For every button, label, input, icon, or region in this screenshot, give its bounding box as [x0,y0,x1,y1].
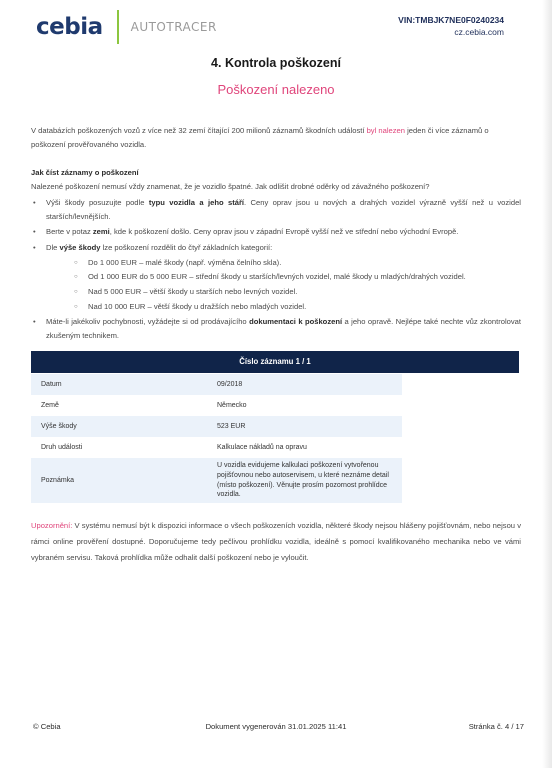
row-value: Německo [217,401,247,409]
warning-paragraph [31,518,521,566]
bullet-bold: zemi [92,227,110,237]
bullet-bold: typu vozidla a jeho stáří [148,198,245,207]
row-value: U vozidla evidujeme kalkulaci poškození vytvořenou pojišťovnou nebo autoservisem, u které neznáme detail (místo poškození). Věnujte prosím pozornost prohlídce vozidla. [217,462,389,499]
row-label: Datum [41,381,62,388]
row-label: Poznámka [41,477,75,484]
bullet-bold: dokumentaci k poškození [249,317,343,327]
howto-list [31,196,521,344]
category-item: ○ Od 1 000 EUR do 5 000 EUR – střední škody u starších/levných vozidel, malé škody u mladých/drahých vozidel. [46,270,521,285]
category-item: ○ Nad 5 000 EUR – větší škody u starších nebo levných vozidel. [46,285,521,300]
category-item: ○ Do 1 000 EUR – malé škody (např. výměna čelního skla). [46,256,521,271]
bullet-text: . Ceny oprav jsou u nových a drahých vozidel výrazně vyšší než u vozidel starších/levnějších. [46,198,521,222]
section-subtitle: Poškození nalezeno [217,82,335,97]
logo-separator [117,10,119,44]
intro-text-1: V databázích poškozených vozů z více než 32 zemí čítající 200 milionů záznamů škodních událostí [31,126,367,135]
bullet-text: Berte v potaz [46,227,93,237]
bullet-text: Výši škody posuzujte podle [46,198,149,207]
site-link[interactable]: cz.cebia.com [454,27,504,37]
row-value: 09/2018 [217,380,243,388]
footer-generated: Dokument vygenerován 31.01.2025 11:41 [205,722,347,731]
howto-heading: Jak číst záznamy o poškození [31,168,139,177]
list-item [31,225,521,239]
damage-categories [46,256,521,314]
row-label: Druh události [41,444,83,451]
intro-highlight: byl nalezen [366,126,405,135]
category-item: ○ Nad 10 000 EUR – větší škody u dražších nebo mladých vozidel. [46,300,521,315]
page-edge-shadow [542,0,552,768]
table-row [31,395,402,416]
row-value: Kalkulace nákladů na opravu [217,443,307,451]
list-item [31,315,521,343]
logo-subtitle: AUTOTRACER [130,20,217,34]
damage-record-table [31,351,519,503]
bullet-bold: výše škody [59,242,101,252]
list-item [31,196,521,224]
footer-copyright: © Cebia [33,722,61,731]
warning-label: Upozornění: [31,521,73,530]
intro-paragraph [31,124,521,152]
table-row [31,437,402,458]
row-label: Výše škody [41,423,77,430]
howto-intro: Nalezené poškození nemusí vždy znamenat, že je vozidlo špatné. Jak odlišit drobné oděrky od závažného poškození? [31,182,430,191]
vin-number: VIN:TMBJK7NE0F0240234 [398,15,504,25]
bullet-text: Dle [46,242,60,252]
bullet-text: a jeho opravě. Nejlépe také nechte vůz zkontrolovat zkušeným technikem. [46,317,521,341]
list-item [31,241,521,315]
cebia-logo [36,12,217,42]
bullet-text: lze poškození rozdělit do čtyř základních kategorií: [100,242,273,252]
intro-text-2: jeden či více záznamů o poškození prověřovaného vozidla. [31,126,489,149]
row-value: 523 EUR [217,422,246,430]
table-row [31,374,402,395]
row-label: Země [41,402,59,409]
section-title: 4. Kontrola poškození [211,56,341,70]
footer-page-number: Stránka č. 4 / 17 [468,722,524,731]
table-row [31,458,402,503]
table-row [31,416,402,437]
bullet-text: Máte-li jakékoliv pochybnosti, vyžádejte si od prodávajícího [46,317,250,327]
bullet-text: , kde k poškození došlo. Ceny oprav jsou v západní Evropě vyšší než ve střední nebo východní Evropě. [109,227,459,237]
warning-text: V systému nemusí být k dispozici informace o všech poškozeních vozidla, některé škody nejsou hlášeny pojišťovnám, nebo nejsou v rámci online prověření dostupné. Doporučujeme tedy pečlivou prohlídku vozidla, ideálně s pomocí kvalifikovaného mechanika nebo ve vámi vybraném servisu. Taková prohlídka může odhalit další poškození nebo je vyloučit. [31,521,521,562]
record-header: Číslo záznamu 1 / 1 [31,351,519,373]
logo-wordmark: cebia [36,14,103,40]
